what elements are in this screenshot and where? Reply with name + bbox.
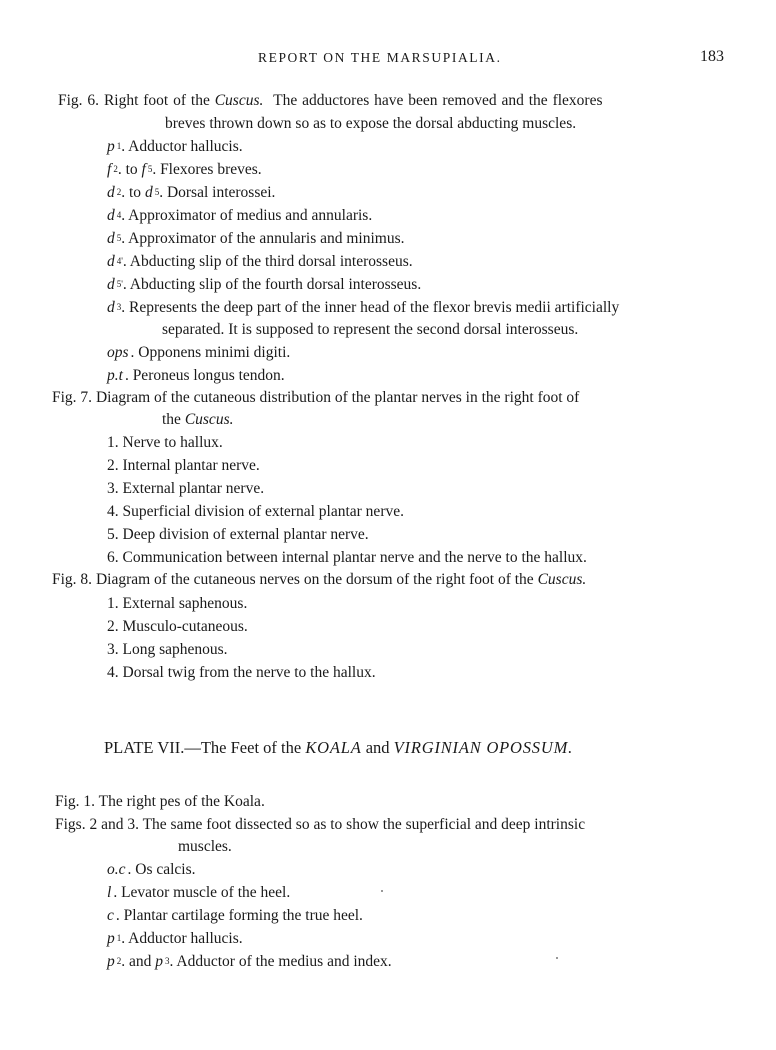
item-symbol: f bbox=[107, 161, 112, 178]
koala-figs23-caption bbox=[55, 815, 585, 835]
item-text: . Os calcis. bbox=[127, 861, 196, 878]
fig8-species: Cuscus. bbox=[537, 571, 587, 588]
plate-name-koala: KOALA bbox=[305, 738, 362, 757]
fig7-item: 3. External plantar nerve. bbox=[107, 480, 265, 497]
fig6-text-b: The adductores have been removed and the flexores bbox=[273, 92, 603, 109]
item-symbol: p bbox=[107, 138, 115, 155]
fig7-item: 2. Internal plantar nerve. bbox=[107, 457, 260, 474]
koala-item bbox=[107, 860, 196, 880]
fig8-text: Diagram of the cutaneous nerves on the dorsum of the right foot of the bbox=[95, 571, 534, 588]
item-superscript: 4' bbox=[116, 256, 123, 266]
fig7-cont-text: the bbox=[162, 411, 181, 428]
running-title: REPORT ON THE MARSUPIALIA. bbox=[258, 50, 502, 65]
item-symbol: l bbox=[107, 884, 112, 901]
item-superscript: 4 bbox=[116, 210, 122, 220]
item-symbol: ops bbox=[107, 344, 129, 361]
item-symbol: d bbox=[107, 299, 115, 316]
item-text: . and bbox=[121, 953, 156, 970]
item-symbol: d bbox=[107, 207, 115, 224]
fig6-caption bbox=[58, 91, 603, 111]
fig8-item: 4. Dorsal twig from the nerve to the hallux. bbox=[107, 664, 376, 681]
fig6-text-a: Right foot of the bbox=[103, 92, 210, 109]
item-text: . to bbox=[117, 161, 142, 178]
fig6-item bbox=[107, 343, 290, 363]
fig8-label: Fig. 8. bbox=[52, 571, 93, 588]
item-symbol-2: f bbox=[141, 161, 146, 178]
fig7-caption bbox=[52, 388, 579, 408]
item-text: . Abducting slip of the fourth dorsal interosseus. bbox=[122, 276, 422, 293]
item-text: . Levator muscle of the heel. bbox=[113, 884, 291, 901]
item-text: . Adductor hallucis. bbox=[121, 138, 243, 155]
fig7-item: 1. Nerve to hallux. bbox=[107, 434, 223, 451]
item-symbol: d bbox=[107, 253, 115, 270]
fig6-item bbox=[107, 366, 285, 386]
item-symbol: p.t bbox=[107, 367, 123, 384]
scan-speck bbox=[556, 957, 558, 959]
item-symbol: p bbox=[107, 953, 115, 970]
item-text: . to bbox=[121, 184, 145, 201]
item-text: . Flexores breves. bbox=[152, 161, 262, 178]
fig6-item bbox=[107, 206, 372, 226]
item-symbol: o.c bbox=[107, 861, 126, 878]
item-superscript-2: 5 bbox=[147, 164, 153, 174]
fig6-caption-cont: breves thrown down so as to expose the dorsal abducting muscles. bbox=[165, 115, 577, 132]
fig6-item bbox=[107, 183, 275, 203]
fig6-item bbox=[107, 160, 262, 180]
item-symbol: d bbox=[107, 276, 115, 293]
item-superscript: 5' bbox=[116, 279, 123, 289]
fig6-item bbox=[107, 275, 421, 295]
item-symbol-2: p bbox=[155, 953, 164, 970]
koala-figs23-cont: muscles. bbox=[178, 838, 232, 855]
koala-item bbox=[107, 906, 363, 926]
plate-prefix: PLATE VII.—The Feet of the bbox=[104, 738, 302, 757]
fig6-item bbox=[107, 252, 413, 272]
plate-name-opossum: VIRGINIAN OPOSSUM. bbox=[393, 738, 574, 757]
page-header bbox=[0, 50, 776, 72]
fig6-species: Cuscus. bbox=[214, 92, 264, 109]
plate-and: and bbox=[365, 738, 390, 757]
koala-item bbox=[107, 952, 392, 972]
plate-heading bbox=[104, 738, 573, 758]
fig6-label: Fig. 6. bbox=[58, 92, 100, 109]
fig8-item: 3. Long saphenous. bbox=[107, 641, 228, 658]
fig8-item: 1. External saphenous. bbox=[107, 595, 248, 612]
item-text: . Opponens minimi digiti. bbox=[130, 344, 291, 361]
item-symbol: p bbox=[107, 930, 115, 947]
koala-fig1-label: Fig. 1. bbox=[55, 793, 96, 810]
fig6-item-cont: separated. It is supposed to represent the second dorsal interosseus. bbox=[162, 321, 579, 338]
item-text: . Abducting slip of the third dorsal interosseus. bbox=[122, 253, 413, 270]
fig8-caption bbox=[52, 570, 586, 590]
koala-item bbox=[107, 929, 243, 949]
item-text: . Adductor hallucis. bbox=[121, 930, 243, 947]
koala-figs23-text: The same foot dissected so as to show the superficial and deep intrinsic bbox=[142, 816, 586, 833]
koala-fig1-text: The right pes of the Koala. bbox=[98, 793, 265, 810]
item-text: . Plantar cartilage forming the true heel. bbox=[115, 907, 363, 924]
fig7-species: Cuscus. bbox=[184, 411, 234, 428]
item-superscript-2: 5 bbox=[154, 187, 160, 197]
koala-fig1-caption bbox=[55, 792, 265, 812]
item-superscript: 2 bbox=[116, 956, 122, 966]
item-text: . Peroneus longus tendon. bbox=[124, 367, 285, 384]
item-superscript: 5 bbox=[116, 233, 122, 243]
koala-figs23-label: Figs. 2 and 3. bbox=[55, 816, 139, 833]
item-superscript-2: 3 bbox=[165, 956, 170, 966]
item-text: . Approximator of medius and annularis. bbox=[121, 207, 373, 224]
fig7-text: Diagram of the cutaneous distribution of the plantar nerves in the right foot of bbox=[95, 389, 580, 406]
fig7-item: 4. Superficial division of external plantar nerve. bbox=[107, 503, 404, 520]
item-text: . Represents the deep part of the inner head of the flexor brevis medii artificially bbox=[121, 299, 620, 316]
item-superscript: 3 bbox=[116, 302, 122, 312]
fig6-item bbox=[107, 229, 405, 249]
fig7-label: Fig. 7. bbox=[52, 389, 93, 406]
fig6-item bbox=[107, 137, 243, 157]
scan-speck bbox=[381, 890, 383, 892]
item-text: . Approximator of the annularis and minimus. bbox=[121, 230, 405, 247]
item-superscript: 2 bbox=[116, 187, 122, 197]
item-superscript: 2 bbox=[113, 164, 118, 174]
item-symbol: c bbox=[107, 907, 114, 924]
item-superscript: 1 bbox=[116, 933, 122, 943]
fig7-item: 5. Deep division of external plantar nerve. bbox=[107, 526, 369, 543]
koala-item bbox=[107, 883, 290, 903]
fig7-item: 6. Communication between internal plantar nerve and the nerve to the hallux. bbox=[107, 549, 587, 566]
item-text: . Dorsal interossei. bbox=[159, 184, 276, 201]
fig8-item: 2. Musculo-cutaneous. bbox=[107, 618, 248, 635]
fig6-item bbox=[107, 298, 619, 318]
item-superscript: 1 bbox=[116, 141, 122, 151]
page-number: 183 bbox=[700, 48, 724, 65]
item-text: . Adductor of the medius and index. bbox=[169, 953, 392, 970]
item-symbol-2: d bbox=[144, 184, 153, 201]
item-symbol: d bbox=[107, 184, 115, 201]
item-symbol: d bbox=[107, 230, 115, 247]
fig7-caption-cont bbox=[162, 410, 233, 430]
